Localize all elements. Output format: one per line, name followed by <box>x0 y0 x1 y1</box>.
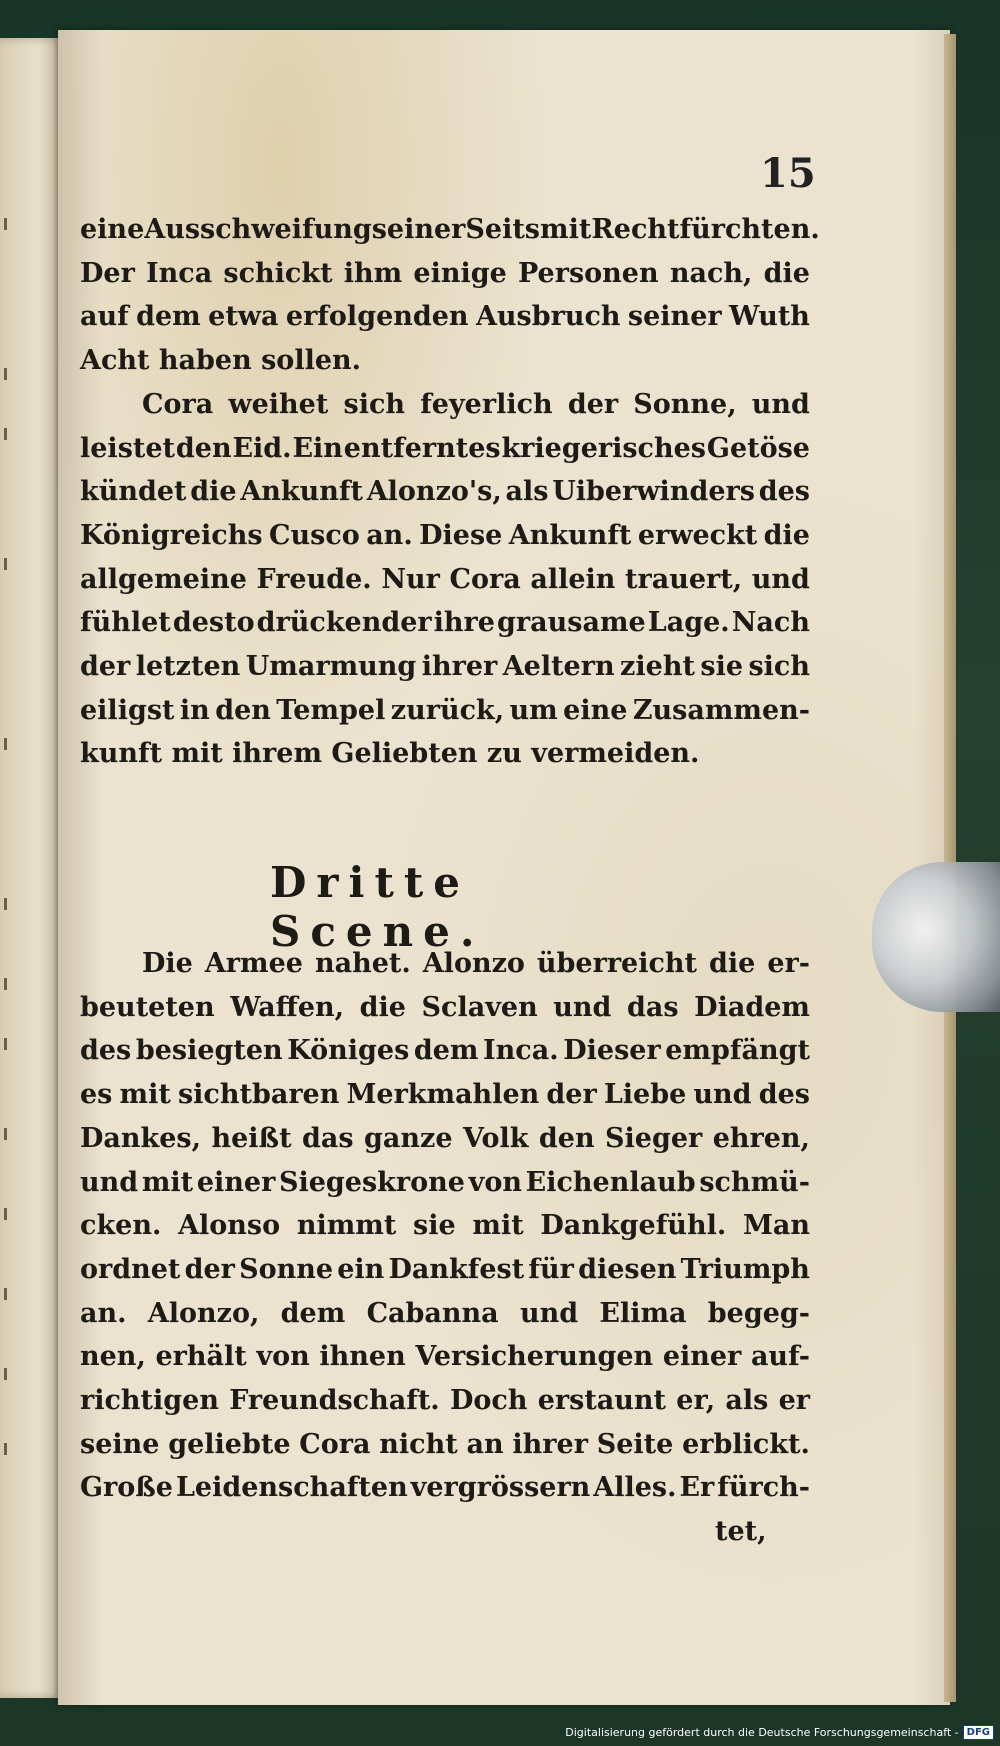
text-line: cken. Alonso nimmt sie mit Dankgefühl. Man <box>80 1210 810 1242</box>
footer-text: Digitalisierung gefördert durch die Deutsche Forschungsgemeinschaft - <box>565 1726 959 1739</box>
text-line: beuteten Waffen, die Sclaven und das Diadem <box>80 991 810 1023</box>
paragraph-3 <box>80 942 810 1554</box>
text-line: seine geliebte Cora nicht an ihrer Seite erblickt. <box>80 1428 810 1460</box>
paragraph-1-2 <box>80 208 820 776</box>
text-line: Große Leidenschaften vergrössern Alles. Er fürch- <box>80 1472 810 1504</box>
text-line: kunft mit ihrem Geliebten zu vermeiden. <box>80 738 700 770</box>
text-line: richtigen Freundschaft. Doch erstaunt er, als er <box>80 1385 810 1417</box>
text-line: fühlet desto drückender ihre grausame Lage. Nach <box>80 607 810 639</box>
text-line: kündet die Ankunft Alonzo's, als Uiberwinders des <box>80 476 810 508</box>
text-line: der letzten Umarmung ihrer Aeltern zieht sie sich <box>80 651 810 683</box>
facing-page-edge <box>0 38 64 1698</box>
text-line: eiligst in den Tempel zurück, um eine Zusammen- <box>80 694 810 726</box>
digitization-footer <box>565 1725 994 1740</box>
text-line: es mit sichtbaren Merkmahlen der Liebe und des <box>80 1079 810 1111</box>
text-line: ordnet der Sonne ein Dankfest für diesen Triumph <box>80 1253 810 1285</box>
text-line: an. Alonzo, dem Cabanna und Elima begeg- <box>80 1297 810 1329</box>
text-line: auf dem etwa erfolgenden Ausbruch seiner Wuth <box>80 301 810 333</box>
dfg-logo: DFG <box>963 1725 994 1740</box>
scene-heading: Dritte Scene. <box>270 858 485 956</box>
text-line: allgemeine Freude. Nur Cora allein trauert, und <box>80 563 810 595</box>
text-line: leistet den Eid. Ein entferntes kriegerisches Getöse <box>80 432 810 464</box>
page-number: 15 <box>760 150 816 197</box>
text-line: Königreichs Cusco an. Diese Ankunft erweckt die <box>80 519 810 551</box>
text-line: Die Armee nahet. Alonzo überreicht die er- <box>142 948 810 979</box>
text-line: eine Ausschweifung seiner Seits mit Recht fürchten. <box>80 214 820 245</box>
page-holder-clip <box>872 862 1000 1012</box>
text-line: des besiegten Königes dem Inca. Dieser empfängt <box>80 1035 810 1067</box>
text-line: Dankes, heißt das ganze Volk den Sieger ehren, <box>80 1122 810 1154</box>
text-line: nen, erhält von ihnen Versicherungen einer auf- <box>80 1341 810 1373</box>
catchword: tet, <box>715 1516 767 1548</box>
text-line: und mit einer Siegeskrone von Eichenlaub schmü- <box>80 1166 810 1198</box>
text-line: Acht haben sollen. <box>80 345 362 377</box>
text-line: Der Inca schickt ihm einige Personen nach, die <box>80 257 810 289</box>
text-line: Cora weihet sich feyerlich der Sonne, und <box>142 388 810 420</box>
